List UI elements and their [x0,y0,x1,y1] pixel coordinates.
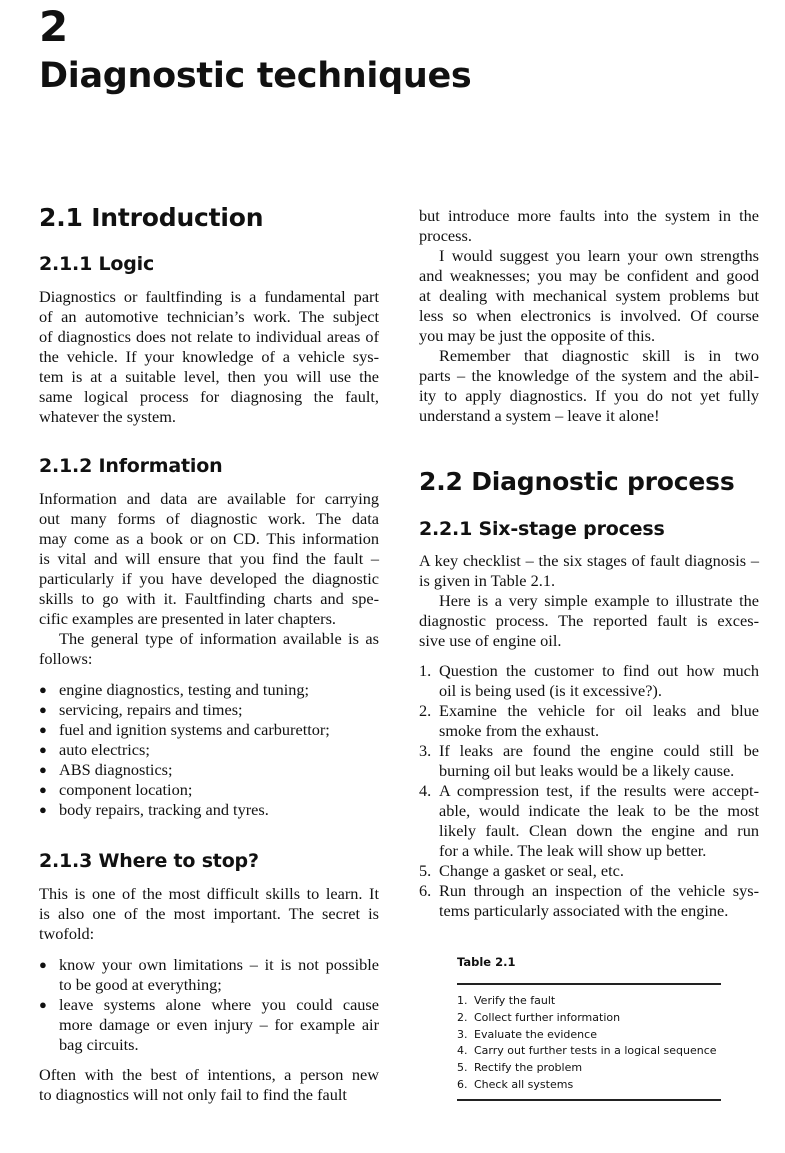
chapter-number: 2 [39,2,69,51]
text-line: Question the customer to find out how much [439,661,759,680]
text-line: sive use of engine oil. [419,631,562,650]
table-row [457,1077,721,1094]
section-heading-introduction: 2.1 Introduction [39,203,264,232]
table-row-text: Rectify the problem [474,1061,583,1075]
text-line: of an automotive technician’s work. The subject [39,307,379,326]
text-line: engine diagnostics, testing and tuning; [59,680,310,699]
list-item [39,780,379,800]
text-line: know your own limitations – it is not possible [59,955,379,974]
list-item-text [59,740,379,760]
paragraph [39,629,379,669]
table-row [457,1010,721,1027]
table-row-text: Verify the fault [474,994,556,1007]
text-line: I would suggest you learn your own strengths [439,246,759,265]
list-number: 5. [419,861,432,880]
subsection-heading-logic: 2.1.1 Logic [39,253,155,275]
text-line: but introduce more faults into the system in the [419,206,759,225]
list-item-text [439,881,759,921]
list-item-text [59,700,379,720]
table-row-text: Evaluate the evidence [474,1027,597,1041]
bullet-icon: ● [39,997,47,1012]
text-line: If leaks are found the engine could still be [439,741,759,760]
text-line: likely fault. Clean down the engine and run [439,821,759,840]
text-line: leave systems alone where you could cause [59,995,379,1014]
text-line: ABS diagnostics; [59,760,173,779]
text-line: tems particularly associated with the engine. [439,901,729,920]
paragraph [39,1065,379,1105]
text-line: tem is at a suitable level, then you will use the [39,367,379,386]
bullet-icon: ● [39,957,47,972]
paragraph [419,246,759,346]
paragraph [39,489,379,629]
table-row [457,1060,721,1077]
text-line: out many forms of diagnostic work. The data [39,509,379,528]
text-line: whatever the system. [39,407,176,426]
table-row-text: Check all systems [474,1077,574,1091]
text-line: twofold: [39,924,95,943]
list-item [39,800,379,820]
table-row [457,1027,721,1044]
example-steps-list [419,661,759,921]
list-item [419,881,759,921]
text-line: A compression test, if the results were accept- [439,781,759,800]
list-item-text [59,760,379,780]
list-item-text [439,701,759,741]
table-row-text: Collect further information [474,1010,621,1024]
list-item-text [439,781,759,861]
text-line: is given in Table 2.1. [419,571,556,590]
text-line: more damage or even injury – for example air [59,1015,379,1034]
section-heading-diagnostic-process: 2.2 Diagnostic process [419,467,735,496]
list-number: 3. [419,741,432,760]
text-line: same logical process for diagnosing the fault, [39,387,379,406]
list-item-text [59,780,379,800]
text-line: you may be just the opposite of this. [419,326,656,345]
list-item [419,701,759,741]
bullet-icon: ● [39,802,47,817]
text-line: burning oil but leaks would be a likely cause. [439,761,735,780]
list-item-text [59,995,379,1055]
table-bottom-rule [457,1099,721,1101]
text-line: Diagnostics or faultfinding is a fundamental part [39,287,379,306]
list-item [419,661,759,701]
list-number: 6. [419,881,432,900]
list-item [419,861,759,881]
text-line: component location; [59,780,193,799]
text-line: the vehicle. If your knowledge of a vehicle sys- [39,347,379,366]
list-number: 4. [419,781,432,800]
text-line: Run through an inspection of the vehicle sys- [439,881,759,900]
text-line: particularly if you have developed the diagnostic [39,569,379,588]
text-line: Examine the vehicle for oil leaks and blue [439,701,759,720]
list-item [419,741,759,781]
list-item [39,700,379,720]
text-line: able, would indicate the leak to be the most [439,801,759,820]
text-line: oil is being used (is it excessive?). [439,681,662,700]
table-row [457,993,721,1010]
bullet-icon: ● [39,702,47,717]
subsection-heading-six-stage-process: 2.2.1 Six-stage process [419,518,665,540]
bullet-icon: ● [39,762,47,777]
table-row-number: 5. [457,1061,468,1075]
paragraph [39,884,379,944]
list-item [39,720,379,740]
information-text [39,489,379,669]
text-line: and weaknesses; you may be confident and good [419,266,759,285]
paragraph [419,346,759,426]
list-number: 2. [419,701,432,720]
bullet-icon: ● [39,782,47,797]
text-line: Information and data are available for carrying [39,489,379,508]
list-item [39,680,379,700]
list-item [39,740,379,760]
text-line: less so when electronics is involved. Of course [419,306,759,325]
table-row-number: 4. [457,1044,468,1058]
text-line: Here is a very simple example to illustrate the [439,591,759,610]
text-line: follows: [39,649,93,668]
list-item-text [59,680,379,700]
text-line: process. [419,226,472,245]
bullet-icon: ● [39,742,47,757]
paragraph [419,551,759,591]
table-title: Table 2.1 [457,955,516,969]
list-item-text [439,661,759,701]
list-item-text [59,955,379,995]
six-stage-text [419,551,759,651]
list-item-text [439,741,759,781]
table-row-number: 3. [457,1027,468,1041]
list-item [39,995,379,1055]
text-line: of diagnostics does not relate to individual areas of [39,327,379,346]
subsection-heading-where-to-stop: 2.1.3 Where to stop? [39,850,259,872]
text-line: to diagnostics will not only fail to find the fault [39,1085,347,1104]
where-to-stop-bullet-list [39,955,379,1055]
text-line: may come as a book or on CD. This information [39,529,379,548]
table-2-1 [457,955,721,1101]
paragraph [39,287,379,427]
where-to-stop-text-continued [39,1065,379,1105]
logic-text [39,287,379,427]
text-line: body repairs, tracking and tyres. [59,800,269,819]
text-line: ity to apply diagnostics. If you do not yet fully [419,386,759,405]
table-row-number: 1. [457,994,468,1007]
text-line: smoke from the exhaust. [439,721,600,740]
chapter-title: Diagnostic techniques [39,56,472,96]
text-line: cific examples are presented in later chapters. [39,609,336,628]
bullet-icon: ● [39,722,47,737]
where-to-stop-text [39,884,379,944]
bullet-icon: ● [39,682,47,697]
text-line: Often with the best of intentions, a person new [39,1065,379,1084]
table-row [457,1043,721,1060]
information-bullet-list [39,680,379,820]
text-line: Change a gasket or seal, etc. [439,861,624,880]
text-line: parts – the knowledge of the system and the abil- [419,366,759,385]
list-item [39,760,379,780]
text-line: is also one of the most important. The secret is [39,904,379,923]
table-top-rule [457,983,721,985]
text-line: auto electrics; [59,740,150,759]
table-row-text: Carry out further tests in a logical sequence [474,1044,717,1058]
text-line: servicing, repairs and times; [59,700,243,719]
list-item-text [59,720,379,740]
text-line: diagnostic process. The reported fault is exces- [419,611,759,630]
text-line: for a while. The leak will show up better. [439,841,707,860]
text-line: is vital and will ensure that you find the fault – [39,549,379,568]
text-line: bag circuits. [59,1035,139,1054]
text-line: understand a system – leave it alone! [419,406,660,425]
text-line: The general type of information available is as [59,629,379,648]
subsection-heading-information: 2.1.2 Information [39,455,223,477]
text-line: at dealing with mechanical system problems but [419,286,759,305]
text-line: to be good at everything; [59,975,222,994]
text-line: fuel and ignition systems and carburettor; [59,720,330,739]
list-number: 1. [419,661,432,680]
list-item [419,781,759,861]
text-line: This is one of the most difficult skills to learn. It [39,884,379,903]
text-line: A key checklist – the six stages of fault diagnosis – [419,551,759,570]
paragraph [419,591,759,651]
text-line: skills to go with it. Faultfinding charts and spe- [39,589,379,608]
list-item-text [59,800,379,820]
table-row-number: 2. [457,1010,468,1024]
list-item [39,955,379,995]
paragraph [419,206,759,246]
list-item-text [439,861,759,881]
continued-text [419,206,759,426]
table-row-number: 6. [457,1077,468,1091]
text-line: Remember that diagnostic skill is in two [439,346,759,365]
